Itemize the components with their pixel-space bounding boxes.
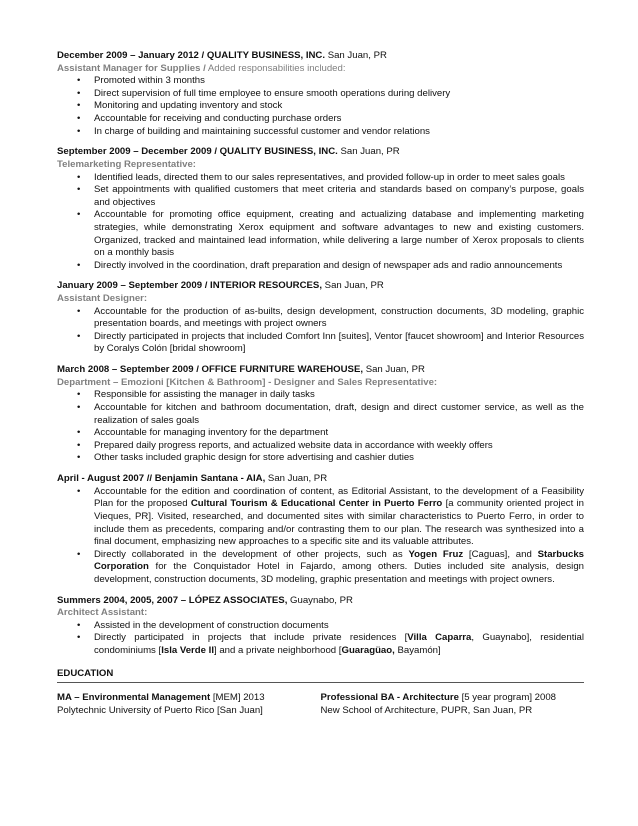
duty-item [57,209,584,259]
job-title: Architect Assistant: [57,607,148,619]
duty-item [57,427,584,440]
job-duties-list [57,75,584,138]
job-location: San Juan, PR [322,280,384,292]
education-heading: EDUCATION [57,668,584,684]
education-entry-ma [57,692,321,717]
duty-text: for the Conquistador Hotel in Fajardo, among others. Duties included site analysis, design development, construction documents, 3D modeling, graphic presentation and meetings with project owners. [94,561,584,585]
degree-note: [5 year program] 2008 [458,692,556,704]
duty-emphasis: Isla Verde II [161,645,214,657]
duty-text: Accountable for the edition and coordination of content, as Editorial Assistant, to the development of a Feasibility Plan for the proposed [94,485,584,510]
duty-text: Promoted within 3 months [94,75,205,87]
job-duties-list [57,486,584,587]
job-header [57,595,584,608]
duty-item [57,306,584,331]
duty-emphasis: Villa Caparra [407,632,472,644]
duty-text: ] and a private neighborhood [ [214,645,342,657]
duty-text: [Caguas], and [463,548,538,560]
job-dates-company: December 2009 – January 2012 / QUALITY BUSINESS, INC. [57,50,326,61]
duty-item [57,172,584,185]
duty-text: Assisted in the development of construction documents [94,619,329,631]
school-name: New School of Architecture, PUPR, San Juan, PR [320,704,533,716]
duty-text: Direct supervision of full time employee to ensure smooth operations during delivery [94,87,451,99]
duty-item [57,440,584,453]
duty-emphasis: Guaragüao, [341,645,395,657]
job-duties-list [57,172,584,273]
duty-item [57,113,584,126]
job-location: San Juan, PR [265,473,328,485]
duty-text: Directly participated in projects that included Comfort Inn [suites], Ventor [faucet showroom] and Interior Resources by Coralys Colón [bridal showroom] [94,330,584,355]
job-duties-list [57,389,584,465]
job-title-line [57,607,584,620]
job-title-line [57,63,584,76]
duty-text: Other tasks included graphic design for store advertising and cashier duties [94,452,414,464]
duty-item [57,126,584,139]
duty-text: Accountable for managing inventory for the department [94,427,329,439]
job-duties-list [57,306,584,356]
duty-item [57,331,584,356]
duty-item [57,184,584,209]
job-location: Guaynabo, PR [287,594,353,606]
duty-text: Bayamón] [394,645,441,657]
duty-item [57,75,584,88]
duty-item [57,88,584,101]
job-header [57,280,584,293]
job-header [57,146,584,159]
duty-text: Monitoring and updating inventory and stock [94,100,283,112]
education-entry-ba [321,692,585,717]
degree-title: MA – Environmental Management [57,692,211,704]
duty-item [57,260,584,273]
job-title-line [57,377,584,390]
job-title-line [57,159,584,172]
duty-text: Directly collaborated in the development of other projects, such as [94,548,409,560]
job-dates-company: Summers 2004, 2005, 2007 – LÓPEZ ASSOCIATES, [57,594,288,606]
degree-line [57,692,321,705]
job-entry [57,280,584,356]
education-section [57,692,584,717]
job-title: Department – Emozioni [Kitchen & Bathroom] - Designer and Sales Representative: [57,376,438,388]
job-dates-company: January 2009 – September 2009 / INTERIOR RESOURCES, [57,280,322,292]
job-entry [57,364,584,465]
duty-text: Prepared daily progress reports, and actualized website data in accordance with weekly offers [94,439,493,451]
job-location: San Juan, PR [325,50,387,61]
duty-text: Identified leads, directed them to our sales representatives, and provided follow-up in order to meet sales goals [94,171,565,183]
resume-page [57,50,584,717]
duty-item [57,549,584,587]
degree-line [321,692,585,705]
job-dates-company: March 2008 – September 2009 / OFFICE FURNITURE WAREHOUSE, [57,364,364,376]
job-title: Assistant Designer: [57,293,148,305]
job-location: San Juan, PR [363,364,425,376]
job-title-line [57,293,584,306]
degree-title: Professional BA - Architecture [320,692,459,704]
duty-text: [a community oriented project in Vieques, PR]. Visited, researched, and documented sites with similar characteristics to Puerto Ferro, in order to include them as precedents, comparing and/or contrasting them to our plan. The research was synthesized into a final document, emphasizing new approaches to a specific site and its valuable attributes. [94,498,584,548]
duty-emphasis: Cultural Tourism & Educational Center in Puerto Ferro [190,498,443,510]
duty-text: Directly involved in the coordination, draft preparation and design of newspaper ads and radio announcements [94,259,563,271]
duty-emphasis: Starbucks Corporation [94,548,584,573]
duty-emphasis: Yogen Fruz [408,548,464,560]
job-dates-company: April - August 2007 // Benjamin Santana - AIA, [57,473,266,485]
job-entry [57,473,584,586]
duty-text: Set appointments with qualified customers that meet criteria and standards based on company’s purpose, goals and objectives [94,184,584,208]
job-entry [57,146,584,272]
job-duties-list [57,620,584,658]
duty-item [57,389,584,402]
duty-item [57,452,584,465]
job-dates-company: September 2009 – December 2009 / QUALITY BUSINESS, INC. [57,146,338,158]
duty-text: In charge of building and maintaining successful customer and vendor relations [94,125,430,137]
duty-text: , Guaynabo], residential condominiums [ [94,632,584,657]
job-header [57,473,584,486]
duty-item [57,486,584,549]
duty-text: Directly participated in projects that include private residences [ [94,632,408,644]
job-entry [57,595,584,658]
duty-text: Responsible for assisting the manager in daily tasks [94,389,315,401]
duty-item [57,632,584,657]
job-entry [57,50,584,138]
job-header [57,50,584,63]
duty-item [57,402,584,427]
degree-note: [MEM] 2013 [210,692,265,704]
job-title: Assistant Manager for Supplies / [57,62,206,74]
duty-text: Accountable for receiving and conducting purchase orders [94,112,342,124]
job-title: Telemarketing Representative: [57,158,196,170]
job-location: San Juan, PR [337,146,400,158]
experience-section [57,50,584,658]
duty-item [57,620,584,633]
duty-text: Accountable for the production of as-builts, design development, construction documents, 3D modeling, graphic presentation boards, and meetings with project owners [94,305,584,330]
job-header [57,364,584,377]
school-name: Polytechnic University of Puerto Rico [San Juan] [57,704,263,716]
duty-text: Accountable for promoting office equipment, creating and actualizing database and implementing marketing strategies, while demonstrating Xerox equipment and software advantages to new and existing customers. Organized, tracked and maintained lead information, while delivering a large number of Xerox proposals to clients on a monthly basis [94,209,584,259]
duty-item [57,100,584,113]
duty-text: Accountable for kitchen and bathroom documentation, draft, design and direct customer service, as well as the realization of sales goals [94,402,584,426]
job-title-note: Added responsabilities included: [205,62,346,74]
